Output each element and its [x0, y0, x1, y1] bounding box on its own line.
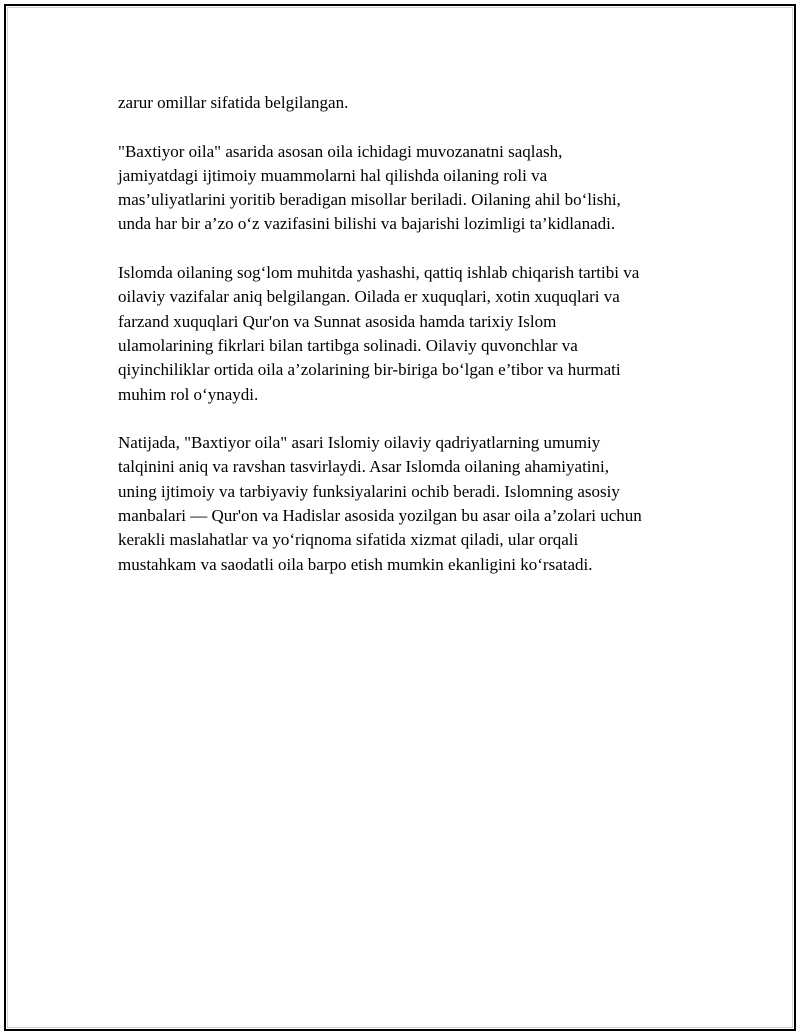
text-line: Islomda oilaning sog‘lom muhitda yashashi, qattiq ishlab chiqarish tartibi va: [118, 263, 640, 283]
text-line: talqinini aniq va ravshan tasvirlaydi. Asar Islomda oilaning ahamiyatini,: [118, 457, 609, 477]
document-body: [118, 91, 718, 601]
paragraph: [118, 91, 718, 115]
text-line: zarur omillar sifatida belgilangan.: [118, 93, 349, 112]
text-line: mas’uliyatlarini yoritib beradigan misollar beriladi. Oilaning ahil bo‘lishi,: [118, 190, 621, 210]
paragraph: [118, 140, 718, 237]
text-line: uning ijtimoiy va tarbiyaviy funksiyalarini ochib beradi. Islomning asosiy: [118, 481, 620, 501]
paragraph: [118, 261, 718, 407]
text-line: muhim rol o‘ynaydi.: [118, 384, 259, 404]
text-line: kerakli maslahatlar va yo‘riqnoma sifatida xizmat qiladi, ular orqali: [118, 530, 579, 550]
text-line: jamiyatdagi ijtimoiy muammolarni hal qilishda oilaning roli va: [118, 165, 548, 185]
text-line: Natijada, "Baxtiyor oila" asari Islomiy oilaviy qadriyatlarning umumiy: [118, 433, 601, 453]
text-line: farzand xuquqlari Qur'on va Sunnat asosida hamda tarixiy Islom: [118, 311, 557, 331]
text-line: unda har bir a’zo o‘z vazifasini bilishi va bajarishi lozimligi ta’kidlanadi.: [118, 214, 616, 234]
text-line: ulamolarining fikrlari bilan tartibga solinadi. Oilaviy quvonchlar va: [118, 335, 578, 355]
paragraph: [118, 431, 718, 577]
text-line: manbalari — Qur'on va Hadislar asosida yozilgan bu asar oila a’zolari uchun: [118, 506, 642, 526]
page: [4, 4, 796, 1031]
text-line: qiyinchiliklar ortida oila a’zolarining bir-biriga bo‘lgan e’tibor va hurmati: [118, 360, 621, 380]
text-line: mustahkam va saodatli oila barpo etish mumkin ekanligini ko‘rsatadi.: [118, 554, 593, 574]
text-line: oilaviy vazifalar aniq belgilangan. Oilada er xuquqlari, xotin xuquqlari va: [118, 287, 620, 307]
text-line: "Baxtiyor oila" asarida asosan oila ichidagi muvozanatni saqlash,: [118, 141, 563, 161]
